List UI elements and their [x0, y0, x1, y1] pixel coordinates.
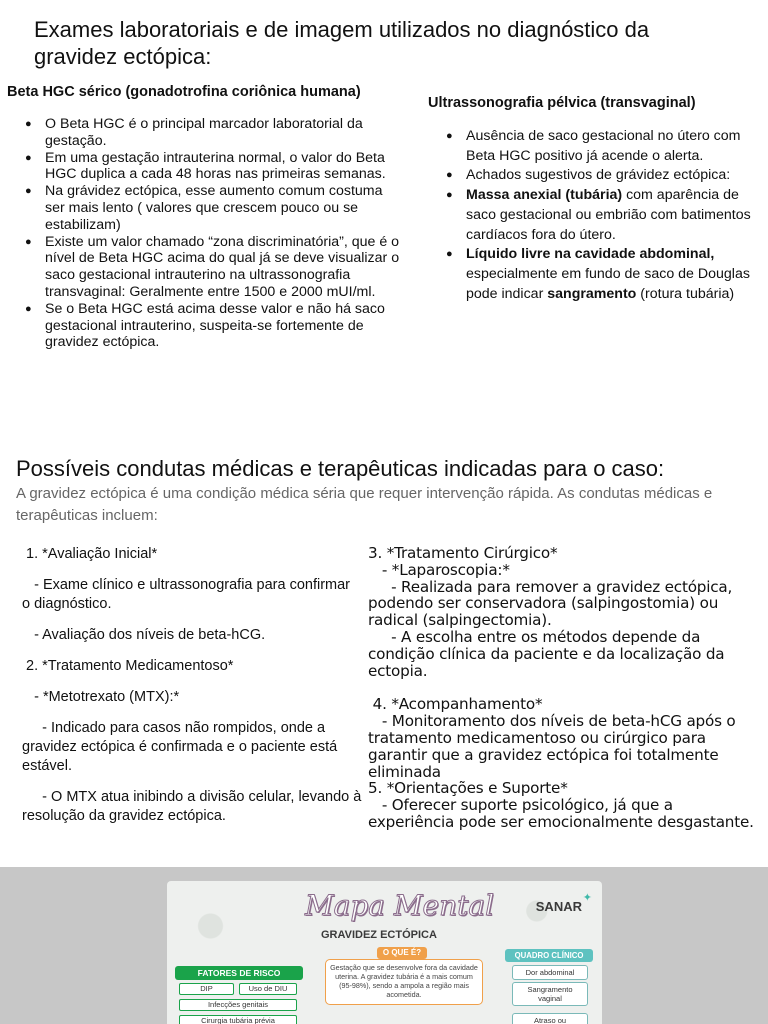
mind-map-title: Mapa Mental: [305, 889, 495, 922]
ultrasound-heading: Ultrassonografia pélvica (transvaginal): [428, 95, 696, 111]
list-item: [436, 245, 756, 304]
list-item: ● Se o Beta HGC está acima desse valor e não há saco gestacional intrauterino, suspeita-se fortemente de gravidez ectópica.: [15, 301, 405, 351]
bold-text: Líquido livre na cavidade abdominal,: [466, 246, 715, 263]
conduct-line: - *Metotrexato (MTX):*: [22, 689, 180, 705]
conducts-right-column: [368, 545, 763, 831]
conducts-title: Possíveis condutas médicas e terapêuticas indicadas para o caso:: [16, 456, 665, 481]
beta-hgc-heading: Beta HGC sérico (gonadotrofina coriônica humana): [7, 84, 361, 100]
what-is-label: O QUE É?: [377, 947, 427, 959]
conduct-block: 3. *Tratamento Cirúrgico* - *Laparoscopia:* - Realizada para remover a gravidez ectópica, podendo ser conservadora (salpingostomia) ou radical (salpingectomia). - A escolha entre os métodos depende da condição clínica da paciente e da localização da ectopia.: [368, 544, 733, 680]
page-title: Exames laboratoriais e de imagem utilizados no diagnóstico da gravidez ectópica:: [34, 17, 650, 69]
bold-text: sangramento: [547, 285, 637, 302]
bold-text: Massa anexial (tubária): [466, 187, 623, 204]
list-item: ● Na grávidez ectópica, esse aumento comum costuma ser mais lento ( valores que crescem pouco ou se estabilizam): [15, 183, 405, 233]
risk-tag: DIP: [179, 983, 234, 995]
clinical-tag: Dor abdominal: [512, 965, 588, 980]
risk-tag: Infecções genitais: [179, 999, 297, 1011]
sanar-logo-icon: ✦: [582, 892, 592, 904]
conduct-line: - Avaliação dos níveis de beta-hCG.: [22, 627, 266, 643]
clinical-label: QUADRO CLÍNICO: [505, 949, 593, 962]
list-item: ● Existe um valor chamado “zona discriminatória”, que é o nível de Beta HGC acima do qual já se deve visualizar o saco gestacional intrauterino na ultrassonografia transvaginal: Geralmente entre 1500 e 2000 mUI/ml.: [15, 234, 405, 301]
list-item: ● Achados sugestivos de grávidez ectópica:: [436, 166, 756, 186]
conduct-line: 1. *Avaliação Inicial*: [22, 546, 158, 562]
conduct-block: 4. *Acompanhamento* - Monitoramento dos níveis de beta-hCG após o tratamento medicamentoso ou cirúrgico para garantir que a gravidez ectópica foi totalmente eliminada 5. *Orientações e Suporte* - Oferecer suporte psicológico, já que a experiência pode ser emocionalmente desgastante.: [368, 695, 754, 831]
mind-map-card: [167, 881, 602, 1024]
sanar-logo: SANAR: [535, 899, 582, 914]
conducts-intro: A gravidez ectópica é uma condição médica séria que requer intervenção rápida. As condutas médicas e terapêuticas incluem:: [16, 485, 713, 524]
text: especialmente em fundo de saco de Douglas pode indicar: [466, 265, 750, 302]
text: com aparência de saco gestacional ou embrião com batimentos cardíacos fora do útero.: [466, 187, 751, 243]
conduct-line: - Exame clínico e ultrassonografia para confirmar o diagnóstico.: [22, 577, 355, 612]
list-item: [436, 186, 756, 245]
clinical-tag: Atraso ou: [512, 1013, 588, 1024]
conduct-line: 2. *Tratamento Medicamentoso*: [22, 658, 234, 674]
list-item: ● Em uma gestação intrauterina normal, o valor do Beta HGC duplica a cada 48 horas nas primeiras semanas.: [15, 150, 405, 184]
conduct-line: - Indicado para casos não rompidos, onde a gravidez ectópica é confirmada e o paciente está estável.: [22, 720, 342, 774]
risk-tag: Uso de DIU: [239, 983, 297, 995]
conduct-line: - O MTX atua inibindo a divisão celular, levando à resolução da gravidez ectópica.: [22, 789, 366, 824]
list-item: ● O Beta HGC é o principal marcador laboratorial da gestação.: [15, 116, 405, 150]
beta-hgc-list: [15, 116, 405, 351]
what-is-box: Gestação que se desenvolve fora da cavidade uterina. A gravidez tubária é a mais comum (95-98%), sendo a ampola a região mais acometida.: [325, 959, 483, 1005]
mind-map-image: [0, 867, 768, 1024]
risk-tag: Cirurgia tubária prévia: [179, 1015, 297, 1024]
mind-map-subtitle: GRAVIDEZ ECTÓPICA: [321, 929, 437, 941]
ultrasound-list: [436, 127, 756, 304]
text: (rotura tubária): [636, 285, 735, 302]
risk-factors-label: FATORES DE RISCO: [175, 966, 303, 980]
list-item: ● Ausência de saco gestacional no útero com Beta HGC positivo já acende o alerta.: [436, 127, 756, 166]
conducts-left-column: [22, 545, 366, 826]
clinical-tag: Sangramento vaginal: [512, 982, 588, 1006]
